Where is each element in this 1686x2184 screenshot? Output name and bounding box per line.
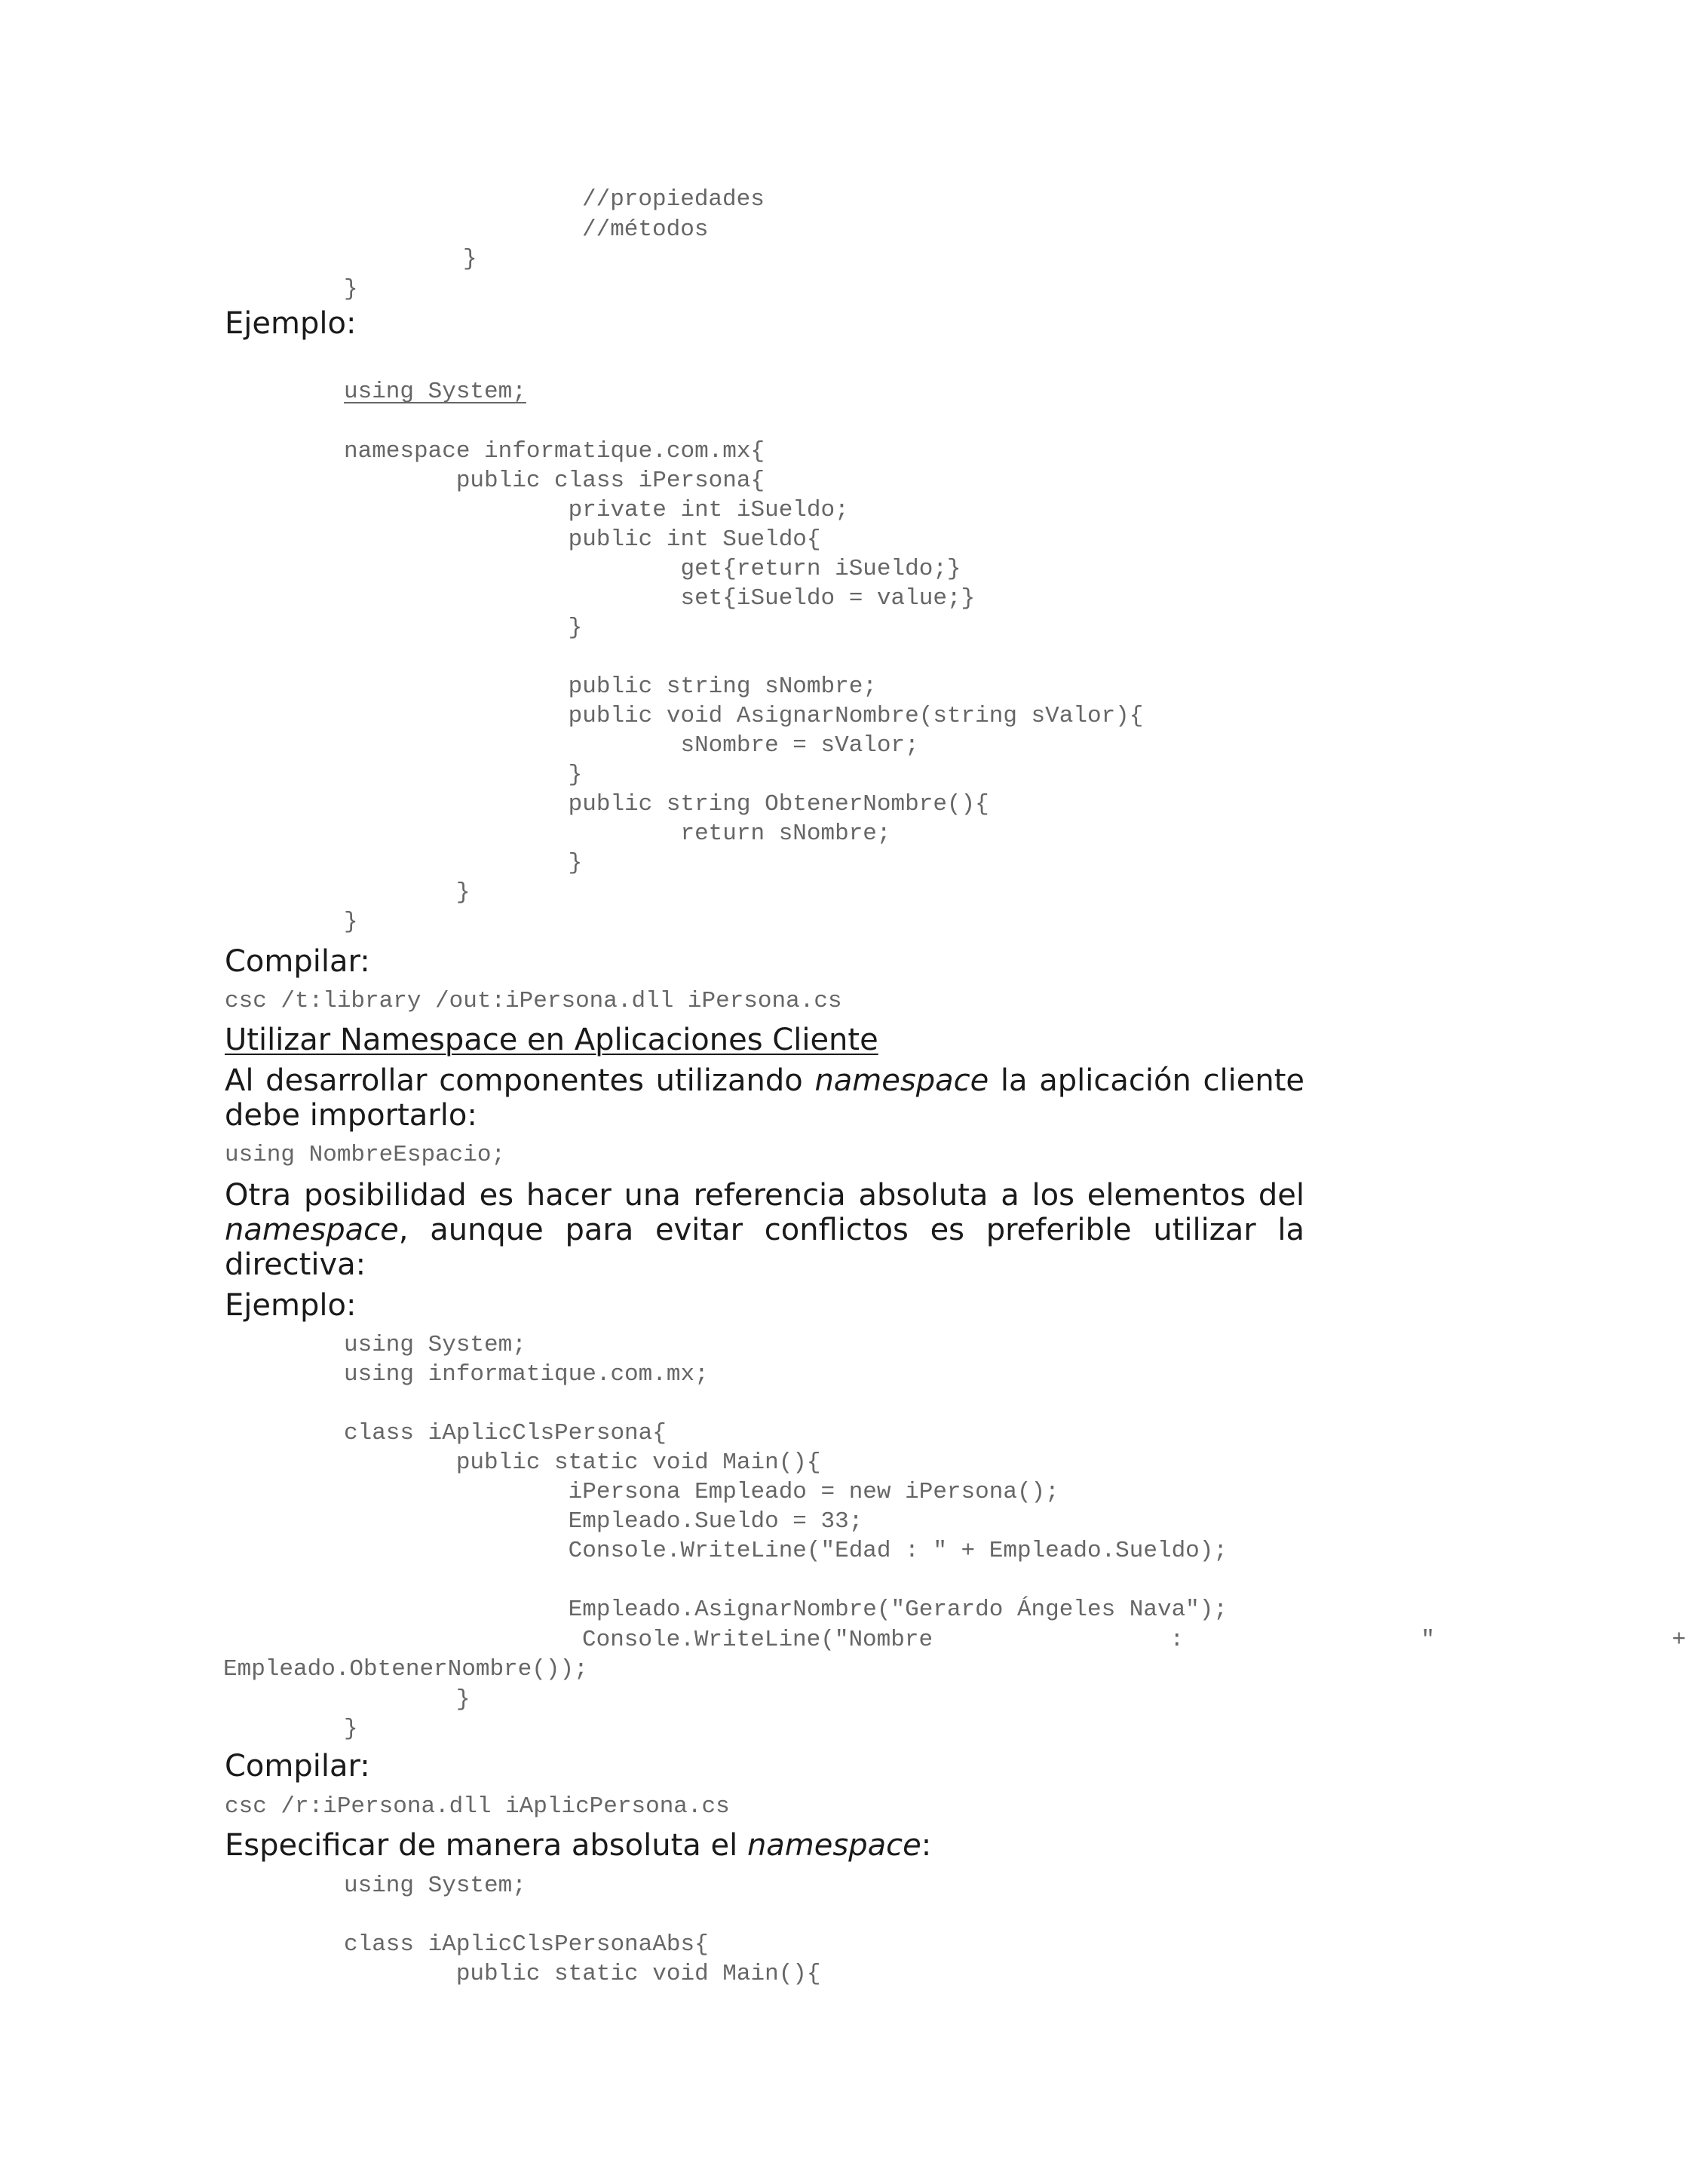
code-line: public string ObtenerNombre(){ (344, 791, 989, 817)
code-using-system: using System; (344, 379, 526, 405)
code-line: Console.WriteLine("Edad : " + Empleado.Sueldo); (344, 1538, 1228, 1564)
heading-compilar: Compilar: (225, 944, 370, 979)
code-line: public string sNombre; (344, 673, 877, 700)
code-line: sNombre = sValor; (344, 732, 919, 759)
code-wrapped-line (582, 1625, 1686, 1655)
code-comment-methods: //métodos (582, 216, 709, 243)
paragraph-text: Especificar de manera absoluta el (225, 1828, 747, 1863)
compile-command: csc /r:iPersona.dll iAplicPersona.cs (225, 1793, 730, 1820)
paragraph-text: la aplicación cliente debe importarlo: (225, 1063, 1304, 1133)
paragraph-import (225, 1063, 1304, 1133)
code-line: } (344, 879, 471, 906)
emphasis-namespace: namespace (814, 1063, 989, 1098)
code-block-ipersona (344, 437, 1143, 937)
code-block-client (344, 1330, 1228, 1624)
code-using-namespace: using NombreEspacio; (225, 1142, 506, 1168)
heading-ejemplo: Ejemplo: (225, 306, 357, 341)
code-token: : (1169, 1627, 1185, 1653)
code-line: Empleado.Sueldo = 33; (344, 1508, 863, 1535)
compile-command: csc /t:library /out:iPersona.dll iPersona.cs (225, 988, 842, 1014)
heading-compilar: Compilar: (225, 1749, 370, 1784)
code-closing-brace: } (344, 1716, 358, 1742)
code-line: } (344, 909, 358, 935)
paragraph-absolute-reference (225, 1178, 1304, 1282)
code-line: public class iPersona{ (344, 468, 765, 494)
code-line: iPersona Empleado = new iPersona(); (344, 1479, 1059, 1505)
code-closing-brace: } (344, 276, 358, 302)
code-line: class iAplicClsPersonaAbs{ (344, 1931, 709, 1958)
code-token: " (1421, 1627, 1436, 1653)
paragraph-text: Al desarrollar componentes utilizando (225, 1063, 815, 1098)
code-line: get{return iSueldo;} (344, 556, 961, 582)
code-line: public static void Main(){ (344, 1449, 821, 1476)
code-line: public int Sueldo{ (344, 526, 821, 553)
code-line: } (344, 762, 583, 788)
code-closing-brace: } (463, 246, 477, 272)
paragraph-text: , aunque para evitar conflictos es preferible utilizar la directiva: (225, 1213, 1304, 1282)
section-title: Utilizar Namespace en Aplicaciones Cliente (225, 1023, 878, 1057)
code-line: } (344, 615, 583, 641)
code-closing-brace: } (344, 1686, 471, 1713)
code-line (344, 643, 1143, 672)
code-token: + (1672, 1627, 1686, 1653)
code-line (344, 1389, 1228, 1419)
code-line: private int iSueldo; (344, 497, 849, 523)
code-line (344, 1566, 1228, 1595)
code-block-absolute (344, 1871, 821, 1989)
code-line: using System; (344, 1332, 526, 1358)
code-line: public void AsignarNombre(string sValor){ (344, 703, 1144, 729)
code-line: namespace informatique.com.mx{ (344, 438, 765, 465)
code-line: public static void Main(){ (344, 1961, 821, 1987)
code-line: set{iSueldo = value;} (344, 585, 976, 612)
code-token: Console.WriteLine("Nombre (582, 1627, 933, 1653)
paragraph-text: : (921, 1828, 932, 1863)
paragraph-text: Otra posibilidad es hacer una referencia absoluta a los elementos del (225, 1178, 1304, 1213)
code-line: using informatique.com.mx; (344, 1361, 709, 1388)
emphasis-namespace: namespace (225, 1213, 399, 1247)
code-line: class iAplicClsPersona{ (344, 1420, 667, 1446)
code-line: using System; (344, 1873, 526, 1899)
heading-ejemplo: Ejemplo: (225, 1288, 357, 1323)
paragraph-absolute-namespace (225, 1828, 931, 1863)
code-comment-properties: //propiedades (582, 186, 765, 213)
code-line: } (344, 850, 583, 876)
code-line: return sNombre; (344, 821, 891, 847)
code-wrapped-continuation: Empleado.ObtenerNombre()); (223, 1656, 588, 1682)
emphasis-namespace: namespace (746, 1828, 921, 1863)
code-line (344, 1900, 821, 1930)
code-line: Empleado.AsignarNombre("Gerardo Ángeles Nava"); (344, 1597, 1228, 1623)
